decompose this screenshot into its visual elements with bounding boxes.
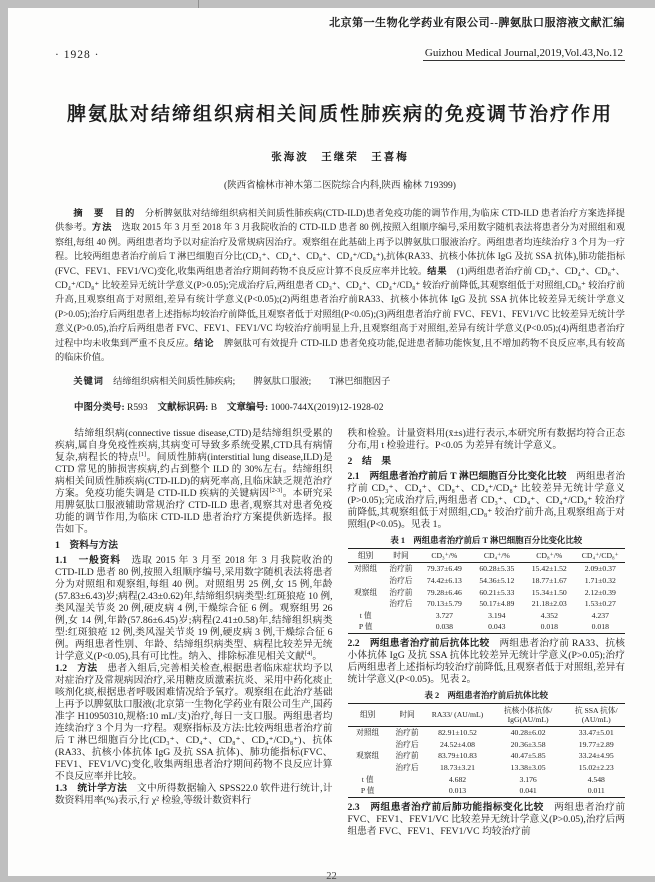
methods-label: 方法	[91, 222, 113, 233]
cell: 治疗前	[389, 587, 413, 597]
cell: 0.043	[488, 622, 506, 632]
cell: 4.237	[591, 610, 609, 620]
doc-code-label: 文献标识码:	[157, 403, 211, 414]
cell: P 值	[360, 786, 375, 796]
compilation-header: 北京第一生物化学药业有限公司--脾氨肽口服溶液文献汇编	[329, 17, 625, 29]
table-row	[348, 739, 626, 751]
author-list: 张海波 王继荣 王喜梅	[271, 152, 409, 163]
page-number-display: · 1928 ·	[55, 49, 100, 61]
keywords-label: 关键词	[73, 375, 104, 386]
column-header: CD₃⁺/%	[418, 549, 470, 563]
keywords-text: 结缔组织病相关间质性肺疾病; 脾氨肽口服液; T淋巴细胞因子	[103, 375, 391, 386]
cell: 对照组	[356, 728, 380, 738]
section-2-3	[348, 802, 626, 838]
cell: t 值	[361, 774, 374, 784]
cell: 1.53±0.27	[584, 599, 616, 609]
section-1-3-continuation: 秩和检验。计量资料用(x̄±s)进行表示,本研究所有数据均符合正态分布,用 t 检验进行。P<0.05 为差异有统计学意义。	[347, 428, 625, 452]
journal-citation: Guizhou Medical Journal,2019,Vol.43,No.12	[424, 47, 623, 59]
cell: P 值	[358, 622, 373, 632]
cell: 13.38±3.05	[510, 763, 546, 773]
section-2-1-label: 2.1 两组患者治疗前后 T 淋巴细胞百分比变化比较	[347, 471, 567, 483]
table-2	[348, 703, 626, 798]
cell: 54.36±5.12	[479, 576, 515, 586]
table-row	[348, 773, 626, 785]
cell: 20.36±3.58	[510, 739, 546, 749]
cell: 33.24±4.95	[578, 751, 614, 761]
section-1-1-text: 选取 2015 年 3 月至 2018 年 3 月我院收治的 CTD-ILD 患者 80 例,按照入组顺序编号,采用数字随机表法将患者分为对照组和观察组,每组 40 例。对照组男 25 例,女 15 例,年龄(57.83±6.43)岁;病程(2.43±0.62)年,结缔组织病类型:红斑狼疮 10 例,类风湿关节炎 20 例,硬皮病 4 例,干燥综合征 6 例。观察组男 26 例,女 14 例,年龄(57.86±6.45)岁;病程(2.41±0.58)年,结缔组织病类型:红斑狼疮 12 例,类风湿关节炎 19 例,硬皮病 3 例,干燥综合征 6 例。两组患者性别、年龄、结缔组织病类型、病程比较差异无统计学意义(P<0.05),具有可比性。纳入、排除标准见相关文献	[55, 555, 333, 663]
section-2-2-text: 两组患者治疗前 RA33、抗核小体抗体 IgG 及抗 SSA 抗体比较差异无统计学意义(P>0.05);治疗后两组患者上述指标均较治疗前降低,且观察者低于对照组,差异有统计学意义(P<0.05)。见表 2。	[347, 637, 625, 685]
cell: 治疗后	[395, 739, 419, 749]
cell: 观察组	[356, 751, 380, 761]
cell: 治疗后	[389, 599, 413, 609]
intro-text-1: 结缔组织病(connective tissue disease,CTD)是结缔组织受累的疾病,属自身免疫性疾病,其病变可导致多系统受累,CTD具有病情复杂,病程长的特点	[55, 428, 333, 464]
table-row	[348, 762, 626, 774]
cell: 0.011	[587, 786, 605, 796]
intro-text-3: 。本研究采用脾氨肽口服液辅助常规治疗 CTD-ILD 患者,观察其对患者免疫功能的调节作用,为临床 CTD-ILD 患者治疗方案提供新选择。报告如下。	[55, 488, 333, 536]
cell: 40.47±5.85	[510, 751, 546, 761]
results-text: (1)两组患者治疗前 CD₃⁺、CD₄⁺、CD₈⁺、CD₄⁺/CD₈⁺ 比较差异无统计学意义(P>0.05);完成治疗后,两组患者 CD₃⁺、CD₄⁺、CD₄⁺/CD₈⁺ 较治疗前降低,其观察组低于对照组,CD₈⁺ 较治疗前升高,且观察组高于对照组,差异有统计学意义(P<0.05);(2)两组患者治疗前RA33、抗核小体抗体 IgG 及抗 SSA 抗体比较差异无统计学意义(P>0.05);治疗后两组患者上述指标均较治疗前降低,且观察者低于对照组(P<0.05);(3)两组患者治疗前 FVC、FEV1、FEV1/VC 比较差异无统计学意义(P>0.05),治疗后两组患者 FVC、FEV1、FEV1/VC 均较治疗前明显上升,且观察组高于对照组,差异有统计学意义(P<0.05);(4)两组患者治疗过程中均未收集到严重不良反应。	[55, 265, 625, 348]
section-1-1-label: 1.1 一般资料	[55, 555, 121, 567]
table-1-caption: 表 1 两组患者治疗前后 T 淋巴细胞百分比变化比较	[390, 536, 583, 546]
article-id-label: 文章编号:	[227, 403, 271, 414]
section-1-3-text: 文中所得数据输入 SPSS22.0 软件进行统计,计数资料用率(%)表示,行 χ² 检验,等级计数资料行	[55, 783, 333, 807]
cell: 2.12±0.39	[584, 587, 616, 597]
footer-page-number: 22	[326, 871, 337, 882]
citation-1: [1]	[138, 450, 147, 458]
objective-text: 分析脾氨肽对结缔组织病相关间质性肺疾病(CTD-ILD)患者免疫功能的调节作用,为临床 CTD-ILD 患者治疗方案选择提供参考。	[55, 208, 625, 233]
cell	[348, 762, 388, 774]
intro-paragraph	[55, 428, 333, 536]
cell: 2.09±0.37	[584, 564, 616, 574]
cell: 79.28±6.46	[426, 587, 462, 597]
cell	[348, 575, 384, 587]
section-2-3-text: 两组患者治疗前 FVC、FEV1、FEV1/VC 比较差异无统计学意义(P>0.05),治疗后两组患者 FVC、FEV1、FEV1/VC 均较治疗前	[347, 801, 626, 837]
citation-4: [4]	[304, 649, 313, 657]
cell: 18.73±3.21	[439, 763, 475, 773]
cell: 33.47±5.01	[578, 728, 614, 738]
cell: 4.352	[540, 610, 558, 620]
cell: 83.79±10.83	[438, 751, 477, 761]
cell: 15.42±1.52	[531, 564, 567, 574]
section-1-3-label: 1.3 统计学方法	[55, 783, 128, 795]
column-header: CD₄⁺/CD₈⁺	[576, 549, 625, 563]
paper-page	[8, 8, 655, 882]
cell: 0.041	[519, 786, 537, 796]
table-row	[348, 575, 626, 587]
column-header: CD₄⁺/%	[471, 549, 523, 563]
cell: 15.02±2.23	[578, 763, 614, 773]
cell: 15.34±1.50	[531, 587, 567, 597]
cell: 3.194	[488, 610, 506, 620]
page-content	[8, 8, 655, 838]
cell: 21.18±2.03	[531, 599, 567, 609]
table-1	[348, 548, 626, 634]
table-2-caption: 表 2 两组患者治疗前后抗体比较	[424, 690, 549, 700]
right-column	[348, 428, 626, 838]
methods-text: 选取 2015 年 3 月至 2018 年 3 月我院收治的 CTD-ILD 患者 80 例,按照入组顺序编号,采用数字随机表法将患者分为对照组和观察组,每组 40 例。两组患者均予以对症治疗及常规病因治疗。观察组在此基础上再予以脾氨肽口服液治疗。两组患者均连续治疗 3 个月为一疗程。比较两组患者治疗前后 T 淋巴细胞百分比(CD₃⁺、CD₄⁺、CD₈⁺、CD₄⁺/CD₈⁺),抗体(RA33、抗核小体抗体 IgG 及抗 SSA 抗体),肺功能指标(FVC、FEV1、FEV1/VC)变化,收集两组患者治疗期间药物不良反应计算不良反应率并比较。	[55, 222, 626, 276]
cell	[388, 773, 426, 785]
cell: t 值	[359, 610, 372, 620]
cell: 50.17±4.89	[479, 599, 515, 609]
article-meta	[55, 399, 625, 413]
cell: 0.013	[448, 786, 467, 796]
cell: 0.038	[435, 622, 453, 632]
cell: 治疗前	[395, 751, 419, 761]
conclusion-text: 脾氨肽可有效提升 CTD-ILD 患者免疫功能,促进患者肺功能恢复,且不增加药物不良反应率,具有较高的临床价值。	[55, 337, 626, 363]
column-header: 抗 SSA 抗体/ (AU/mL)	[567, 703, 625, 726]
column-header: 时间	[388, 703, 426, 726]
table-row	[348, 563, 626, 575]
intro-text-2: 。间质性肺病(interstitial lung disease,ILD)是 CTD 常见的肺损害疾病,约占到整个 ILD 的 30%左右。结缔组织病相关间质性肺疾病(CTD-ILD)的病死率高,且临床缺乏规范治疗方案。免疫功能失调是 CTD-ILD 疾病的关键病因	[55, 452, 333, 500]
table-row	[348, 785, 626, 797]
conclusion-label: 结论	[194, 337, 215, 348]
table-row	[348, 610, 626, 622]
table-row	[348, 586, 626, 598]
column-header: 组别	[348, 549, 384, 563]
two-column-body	[55, 428, 625, 838]
cell	[348, 739, 388, 751]
article-id: 1000-744X(2019)12-1928-02	[270, 403, 384, 414]
clc-number: R593	[127, 403, 148, 414]
cell: 治疗后	[395, 763, 419, 773]
table-row	[348, 750, 626, 762]
section-1-2-label: 1.2 方法	[55, 663, 98, 675]
section-1-1-end: 。	[312, 651, 323, 663]
column-header: RA33/ (AU/mL)	[426, 703, 489, 726]
cell: 79.37±6.49	[426, 564, 462, 574]
cell: 24.52±4.08	[439, 739, 475, 749]
section-1-heading: 1 资料与方法	[55, 540, 118, 552]
abstract-label: 摘 要	[73, 208, 105, 218]
table-row	[348, 621, 626, 633]
cell: 4.548	[587, 774, 605, 784]
keywords	[55, 374, 625, 388]
table-row	[348, 598, 626, 610]
cell: 60.21±5.33	[479, 587, 515, 597]
column-header: 抗核小体抗体/ IgG(AU/mL)	[489, 703, 568, 726]
cell: 19.77±2.89	[578, 739, 614, 749]
cell: 0.018	[591, 622, 609, 632]
column-header: 组别	[348, 703, 388, 726]
citation-2: [2-3]	[269, 486, 283, 494]
section-2-2	[348, 638, 626, 686]
cell: 治疗后	[389, 576, 413, 586]
table-row	[348, 703, 626, 726]
cell: 1.71±0.32	[584, 576, 616, 586]
affiliation: (陕西省榆林市神木第二医院综合内科,陕西 榆林 719399)	[224, 181, 456, 191]
objective-label: 目的	[104, 208, 136, 218]
cell	[384, 621, 418, 633]
cell: 40.28±6.02	[510, 728, 546, 738]
section-1-2	[55, 663, 333, 783]
cell: 治疗前	[395, 728, 419, 738]
cell: 74.42±6.13	[426, 576, 462, 586]
results-label: 结果	[427, 265, 448, 276]
cell	[348, 598, 384, 610]
left-column	[55, 428, 333, 838]
cell: 60.28±5.35	[479, 564, 515, 574]
section-2-3-label: 2.3 两组患者治疗前后肺功能指标变化比较	[347, 801, 544, 813]
cell	[388, 785, 426, 797]
cell	[384, 610, 418, 622]
section-2-2-label: 2.2 两组患者治疗前后抗体比较	[347, 637, 490, 649]
cell: 治疗前	[389, 564, 413, 574]
article-title: 脾氨肽对结缔组织病相关间质性肺疾病的免疫调节治疗作用	[66, 104, 613, 125]
column-header: 时间	[384, 549, 418, 563]
cell: 82.91±10.52	[438, 728, 477, 738]
column-header: CD₈⁺/%	[523, 549, 575, 563]
abstract	[55, 206, 625, 364]
cell: 3.727	[435, 610, 453, 620]
clc-label: 中图分类号:	[74, 403, 128, 414]
running-head	[55, 47, 625, 61]
section-2-1-text: 两组患者治疗前 CD₃⁺、CD₄⁺、CD₈⁺、CD₄⁺/CD₈⁺ 比较差异无统计学意义(P>0.05);完成治疗后,两组患者 CD₃⁺、CD₄⁺、CD₄⁺/CD₈⁺ 较治疗前降低,其观察组低于对照组,CD₈⁺ 较治疗前升高,且观察组高于对照组(P<0.05)。见表 1。	[347, 471, 626, 531]
cell: 0.018	[540, 622, 558, 632]
doc-code: B	[210, 403, 218, 414]
table-row	[348, 549, 626, 563]
cell: 4.682	[448, 774, 467, 784]
section-1-1	[55, 555, 333, 663]
section-2-1	[348, 471, 626, 531]
cell: 3.176	[519, 774, 537, 784]
cell: 70.13±5.79	[426, 599, 462, 609]
section-1-3	[55, 783, 333, 807]
cell: 18.77±1.67	[531, 576, 567, 586]
section-1-2-text: 患者入组后,完善相关检查,根据患者临床症状均予以对症治疗及常规病因治疗,采用糖皮质激素抗炎、采用中药化痰止咳剂化痰,根据患者呼吸困难情况给予氧疗。观察组在此治疗基础上再予以脾氨肽口服液(北京第一生物化学药业有限公司生产,国药准字 H10950310,规格:10 mL/支)治疗,每日一支口服。两组患者均连续治疗 3 个月为一疗程。观察指标及方法:比较两组患者治疗前后 T 淋巴细胞百分比(CD₃⁺、CD₄⁺、CD₈⁺、CD₄⁺/CD₈⁺)、抗体(RA33、抗核小体抗体 IgG 及抗 SSA 抗体)、肺功能指标(FVC、FEV1、FEV1/VC)变化,收集两组患者治疗期间药物不良反应计算不良反应率并比较。	[55, 663, 333, 783]
cell: 对照组	[354, 564, 378, 574]
table-row	[348, 727, 626, 739]
cell: 观察组	[354, 587, 378, 597]
section-2-heading: 2 结 果	[347, 456, 392, 468]
